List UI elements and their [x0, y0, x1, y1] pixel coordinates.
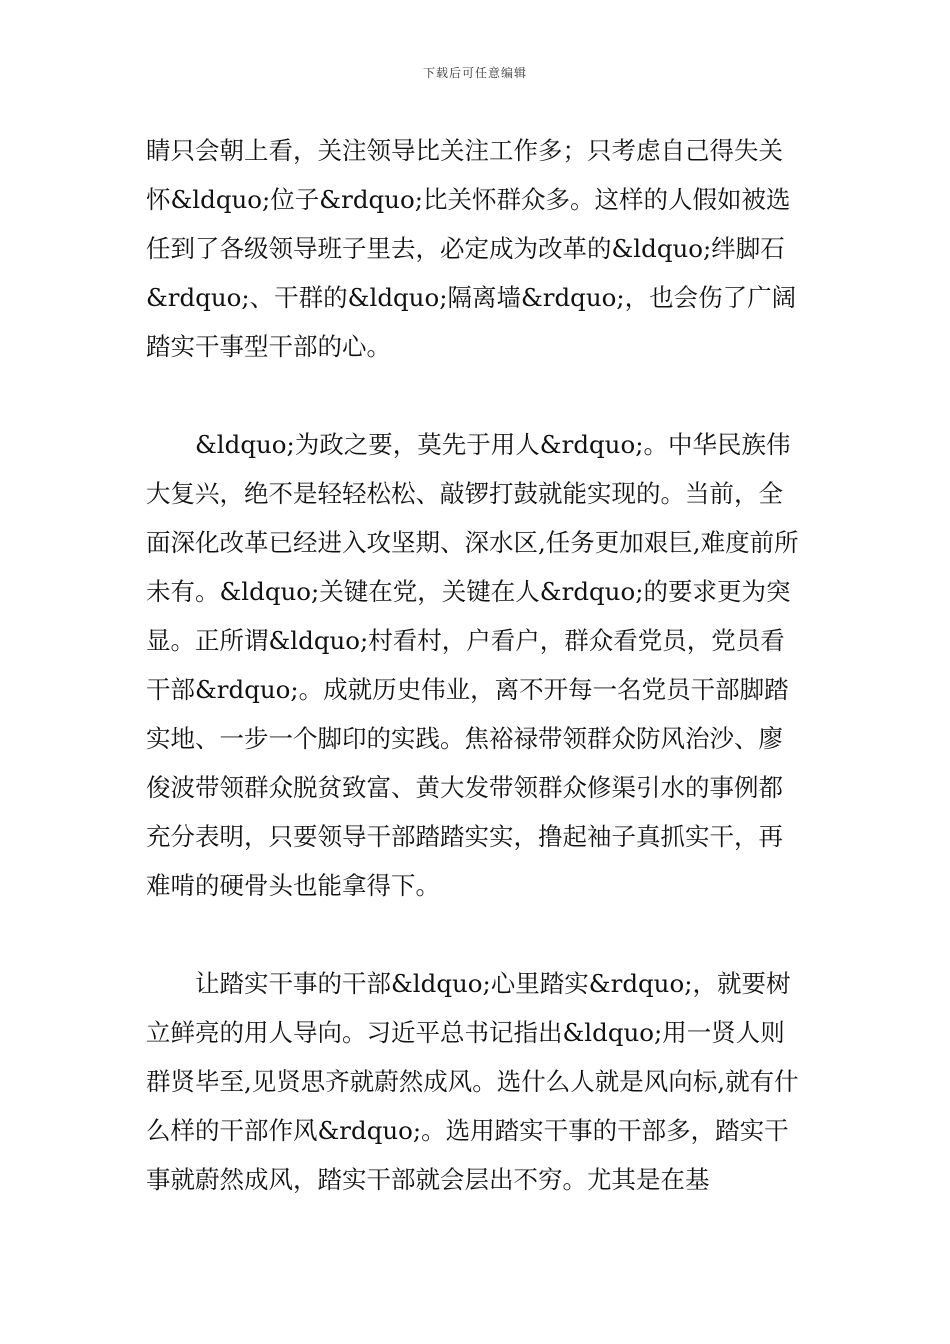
paragraph-1: 睛只会朝上看，关注领导比关注工作多；只考虑自己得失关怀&ldquo;位子&rdquo;比关怀群众多。这样的人假如被选任到了各级领导班子里去，必定成为改革的&ldquo;绊脚石&rdquo;、干群的&ldquo;隔离墙&rdquo;，也会伤了广阔踏实干事型干部的心。: [146, 136, 797, 361]
paragraph-3: 让踏实干事的干部&ldquo;心里踏实&rdquo;，就要树立鲜亮的用人导向。习近平总书记指出&ldquo;用一贤人则群贤毕至,见贤思齐就蔚然成风。选什么人就是风向标,就有什么样的干部作风&rdquo;。选用踏实干事的干部多，踏实干事就蔚然成风，踏实干部就会层出不穷。尤其是在基: [146, 969, 799, 1194]
paragraph-2: &ldquo;为政之要，莫先于用人&rdquo;。中华民族伟大复兴，绝不是轻轻松松、敲锣打鼓就能实现的。当前，全面深化改革已经进入攻坚期、深水区,任务更加艰巨,难度前所未有。&ldquo;关键在党，关键在人&rdquo;的要求更为突显。正所谓&ldquo;村看村，户看户，群众看党员，党员看干部&rdquo;。成就历史伟业，离不开每一名党员干部脚踏实地、一步一个脚印的实践。焦裕禄带领群众防风治沙、廖俊波带领群众脱贫致富、黄大发带领群众修渠引水的事例都充分表明，只要领导干部踏踏实实，撸起袖子真抓实干，再难啃的硬骨头也能拿得下。: [146, 430, 799, 900]
page-header: 下载后可任意编辑: [422, 66, 527, 80]
document-body: [146, 126, 806, 1204]
